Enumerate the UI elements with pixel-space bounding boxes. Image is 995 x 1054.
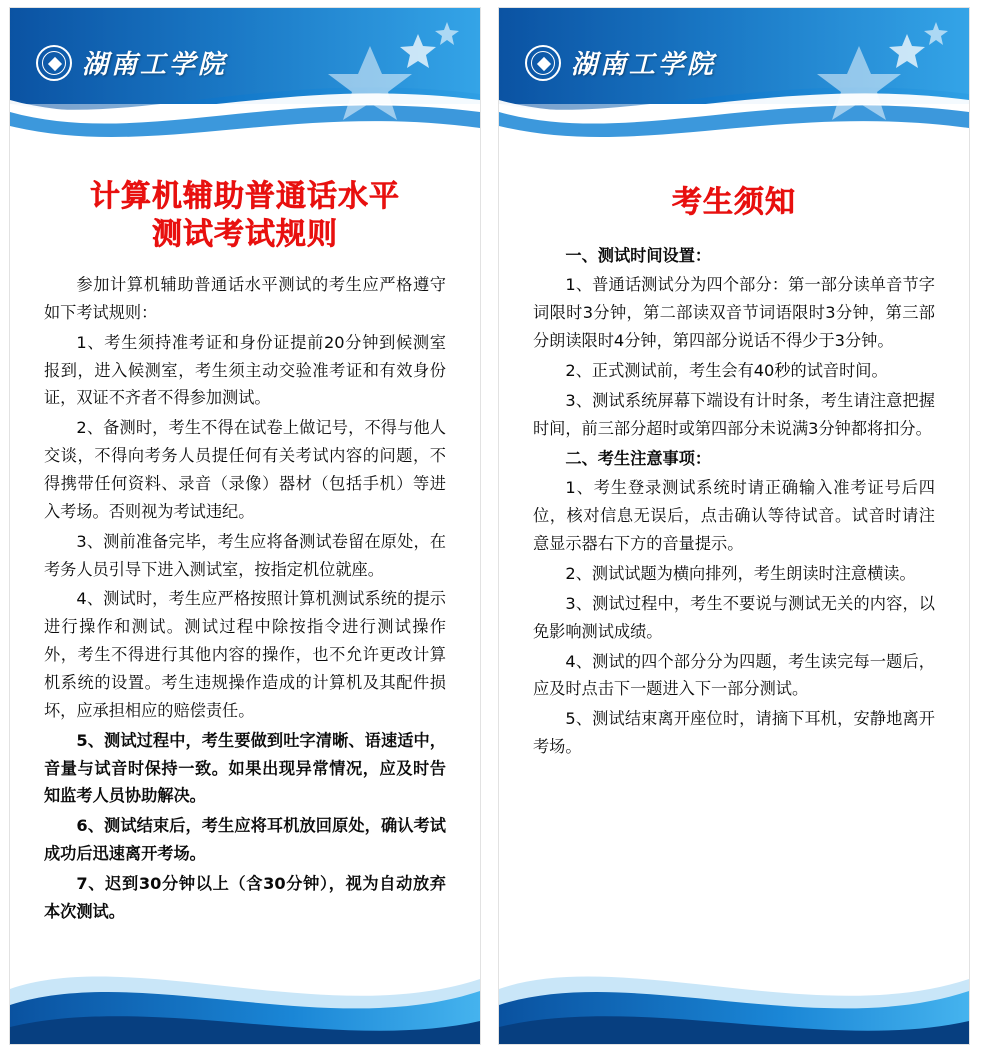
board-footer-wave (499, 929, 969, 1044)
paragraph: 3、测试过程中，考生不要说与测试无关的内容，以免影响测试成绩。 (533, 593, 935, 641)
university-name: 湖南工学院 (82, 50, 228, 80)
page-title-line-1: 计算机辅助普通话水平 (90, 179, 400, 214)
page-title (44, 178, 446, 253)
paragraph: 1、普通话测试分为四个部分：第一部分读单音节字词限时3分钟，第二部读双音节词语限时3分钟，第三部分朗读限时4分钟，第四部分说话不得少于3分钟。 (533, 275, 935, 351)
university-seal-icon (525, 45, 561, 81)
page-title (533, 184, 935, 222)
board-content (10, 158, 480, 928)
university-name: 湖南工学院 (571, 50, 717, 80)
university-logo (525, 44, 716, 81)
board-content (499, 158, 969, 763)
paragraph: 1、考生须持准考证和身份证提前20分钟到候测室报到，进入候测室，考生须主动交验准考证和有效身份证，双证不齐者不得参加测试。 (44, 332, 446, 408)
university-logo (36, 44, 227, 81)
paragraph: 2、正式测试前，考生会有40秒的试音时间。 (565, 360, 888, 380)
paragraph: 1、考生登录测试系统时请正确输入准考证号后四位，核对信息无误后，点击确认等待试音。试音时请注意显示器右下方的音量提示。 (533, 478, 935, 554)
paragraph: 2、测试试题为横向排列，考生朗读时注意横读。 (565, 563, 916, 583)
board-header-banner (10, 8, 480, 146)
paragraph-list-rules (44, 271, 446, 926)
paragraph: 2、备测时，考生不得在试卷上做记号，不得与他人交谈，不得向考务人员提任何有关考试内容的问题，不得携带任何资料、录音（录像）器材（包括手机）等进入考场。否则视为考试违纪。 (44, 418, 446, 521)
paragraph: 3、测试系统屏幕下端设有计时条，考生请注意把握时间，前三部分超时或第四部分未说满3分钟都将扣分。 (533, 390, 935, 438)
poster-board-exam-rules (10, 8, 480, 1044)
paragraph: 4、测试时，考生应严格按照计算机测试系统的提示进行操作和测试。测试过程中除按指令进行测试操作外，考生不得进行其他内容的操作，也不允许更改计算机系统的设置。考生违规操作造成的计算机及其配件损坏，应承担相应的赔偿责任。 (44, 589, 446, 720)
paragraph: 3、测前准备完毕，考生应将备测试卷留在原处，在考务人员引导下进入测试室，按指定机位就座。 (44, 531, 446, 579)
board-footer-wave (10, 929, 480, 1044)
poster-board-candidate-notice (499, 8, 969, 1044)
board-header-banner (499, 8, 969, 146)
footer-graphic (10, 929, 480, 1044)
footer-graphic (499, 929, 969, 1044)
paragraph: 6、测试结束后，考生应将耳机放回原处，确认考试成功后迅速离开考场。 (44, 816, 446, 864)
page-title-line-2: 测试考试规则 (152, 216, 338, 252)
paragraph: 7、迟到30分钟以上（含30分钟），视为自动放弃本次测试。 (44, 874, 446, 921)
page-title-line-1: 考生须知 (672, 185, 796, 220)
paragraph: 5、测试过程中，考生要做到吐字清晰、语速适中，音量与试音时保持一致。如果出现异常情况，应及时告知监考人员协助解决。 (44, 730, 446, 806)
section-heading: 一、测试时间设置： (565, 245, 712, 265)
university-seal-icon (36, 45, 72, 81)
paragraph: 5、测试结束离开座位时，请摘下耳机，安静地离开考场。 (533, 709, 935, 757)
paragraph-list-notice (533, 242, 935, 761)
paragraph: 4、测试的四个部分分为四题，考生读完每一题后，应及时点击下一题进入下一部分测试。 (533, 651, 935, 699)
paragraph: 参加计算机辅助普通话水平测试的考生应严格遵守如下考试规则： (44, 275, 446, 322)
section-heading: 二、考生注意事项： (565, 448, 712, 468)
